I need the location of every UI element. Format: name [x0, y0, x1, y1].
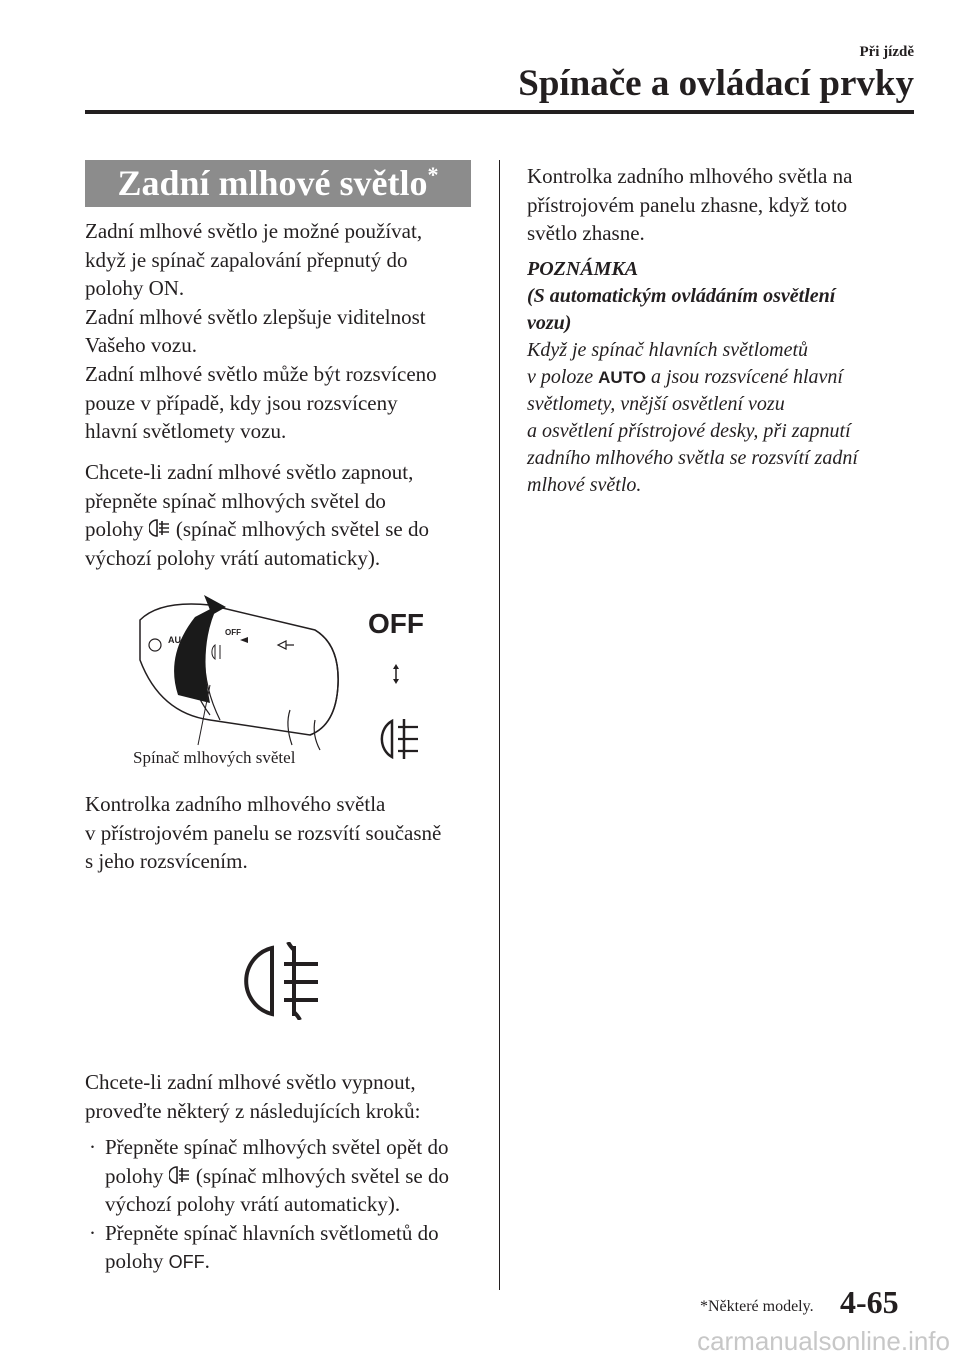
- turn-off-text: Chcete-li zadní mlhové světlo vypnout, proveďte některý z následujících kroků:: [85, 1070, 421, 1123]
- section-heading: [85, 160, 471, 207]
- note-text: [527, 337, 917, 499]
- note-title: POZNÁMKA: [527, 258, 639, 280]
- left-paragraph-2: [85, 458, 485, 572]
- note-block: [527, 256, 917, 499]
- section-heading-text: Zadní mlhové světlo: [117, 163, 428, 203]
- right-paragraph-1: [527, 162, 917, 248]
- auto-position-label: AUTO: [598, 368, 646, 387]
- bullet-list: [85, 1133, 485, 1277]
- bullet-dot: ·: [89, 1135, 96, 1159]
- indicator-off-text: Kontrolka zadního mlhového světla na přístrojovém panelu zhasne, když toto světlo zhasne.: [527, 164, 853, 246]
- bullet-dot: ·: [89, 1220, 96, 1245]
- turn-on-text-b: (spínač mlhových světel se do výchozí polohy vrátí automaticky).: [85, 517, 429, 570]
- header-rule: [85, 110, 914, 114]
- left-paragraph-3: [85, 790, 485, 876]
- left-paragraph-1: [85, 217, 485, 446]
- bullet1-text-b: (spínač mlhových světel se do výchozí polohy vrátí automaticky).: [105, 1163, 449, 1217]
- indicator-on-text: Kontrolka zadního mlhového světla v přístrojovém panelu se rozsvítí současně s jeho rozsvícením.: [85, 792, 442, 874]
- svg-text:AU: AU: [168, 635, 181, 645]
- header-section: Při jízdě: [859, 44, 914, 60]
- turn-on-text-a: Chcete-li zadní mlhové světlo zapnout, přepněte spínač mlhových světel do polohy: [85, 460, 414, 542]
- list-item: [85, 1219, 485, 1277]
- bullet1-text-a: Přepněte spínač mlhových světel opět do polohy: [105, 1135, 449, 1188]
- bullet2-text-a: Přepněte spínač hlavních světlometů do polohy: [105, 1220, 439, 1274]
- asterisk-mark: *: [427, 162, 439, 187]
- rear-fog-light-icon: [169, 1164, 191, 1186]
- bullet2-text-b: .: [204, 1249, 210, 1274]
- figure-caption: Spínač mlhových světel: [133, 748, 296, 767]
- watermark: carmanualsonline.info: [697, 1326, 950, 1356]
- left-paragraph-4: [85, 1068, 485, 1125]
- figure-off-label: OFF: [368, 608, 424, 639]
- intro-text: Zadní mlhové světlo je možné používat, když je spínač zapalování přepnutý do polohy ON. Zadní mlhové světlo zlepšuje viditelnost Vašeho vozu. Zadní mlhové světlo může být rozsvíceno pouze v případě, kdy jsou rozsvíceny hlavní světlomety vozu.: [85, 219, 437, 444]
- page-number: 4-65: [840, 1284, 899, 1320]
- svg-text:OFF: OFF: [225, 628, 241, 637]
- off-position-label: OFF: [168, 1252, 205, 1273]
- note-text-b: a jsou rozsvícené hlavní světlomety, vnější osvětlení vozu a osvětlení přístrojové desky, při zapnutí zadního mlhového světla se rozsvítí zadní mlhové světlo.: [527, 366, 858, 496]
- rear-fog-indicator-icon: [232, 942, 324, 1020]
- list-item: [85, 1133, 485, 1219]
- note-text-a: Když je spínač hlavních světlometů v poloze: [527, 339, 809, 388]
- header-title: Spínače a ovládací prvky: [518, 63, 914, 104]
- note-subtitle: (S automatickým ovládáním osvětlení vozu): [527, 285, 836, 334]
- turn-on-text: [85, 458, 485, 572]
- column-divider: [499, 160, 500, 1290]
- footnote: *Některé modely.: [700, 1298, 814, 1315]
- rear-fog-light-icon: [149, 517, 171, 539]
